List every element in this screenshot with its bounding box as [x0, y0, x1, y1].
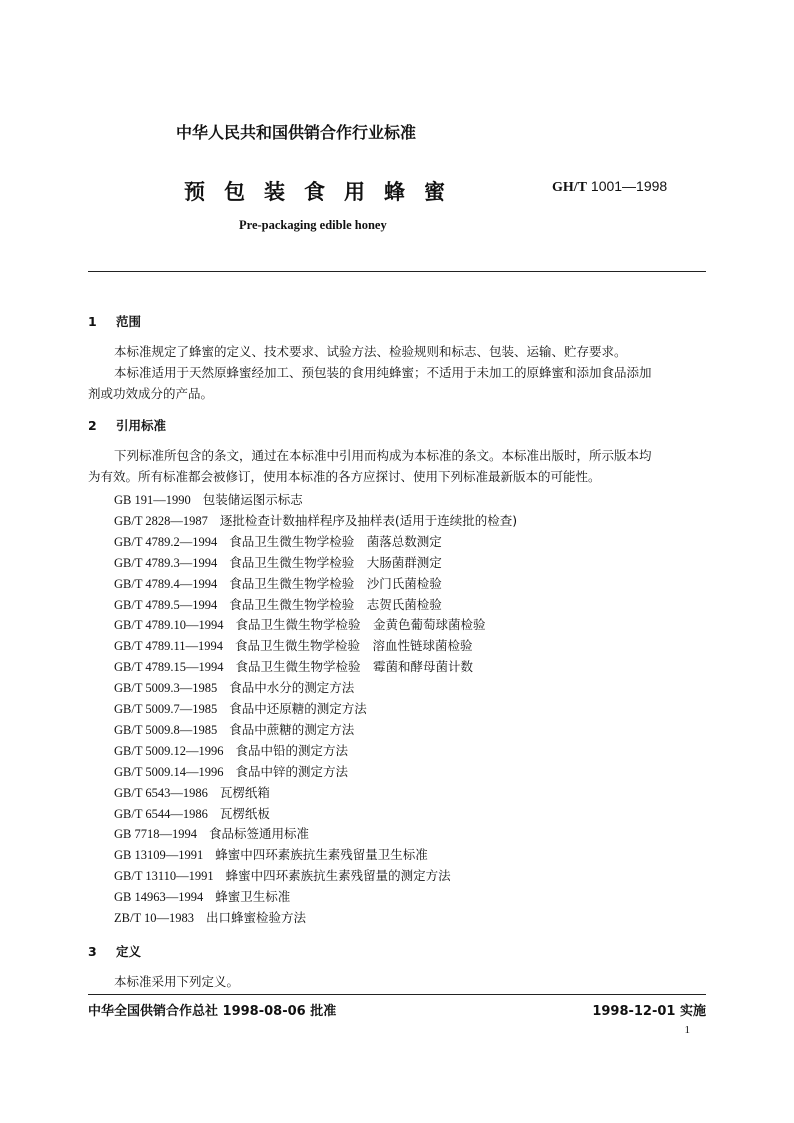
reference-title: 食品中铅的测定方法: [235, 742, 349, 758]
reference-code: GB/T 4789.4—1994: [114, 576, 218, 591]
reference-item: [114, 866, 451, 884]
reference-code: GB/T 4789.10—1994: [114, 618, 224, 633]
reference-item: [114, 595, 442, 613]
reference-item: [114, 720, 354, 738]
reference-item: [114, 574, 442, 592]
definitions-text: 本标准采用下列定义。: [114, 974, 240, 989]
issuing-organization: 中华人民共和国供销合作行业标准: [176, 123, 417, 142]
reference-code: GB/T 5009.14—1996: [114, 764, 224, 779]
reference-title: 食品卫生微生物学检验 沙门氏菌检验: [229, 575, 442, 591]
reference-code: GB 7718—1994: [114, 827, 197, 842]
reference-title: 逐批检查计数抽样程序及抽样表(适用于连续批的检查): [219, 512, 518, 528]
reference-item: [114, 490, 303, 508]
reference-title: 食品中还原糖的测定方法: [229, 701, 367, 716]
header-divider: [88, 271, 706, 272]
section-heading-references: [88, 416, 166, 434]
reference-code: GB/T 2828—1987: [114, 513, 208, 528]
reference-title: 食品标签通用标准: [209, 826, 310, 842]
reference-title: 蜂蜜卫生标准: [215, 889, 291, 905]
scope-paragraph-1: 本标准规定了蜂蜜的定义、技术要求、试验方法、检验规则和标志、包装、运输、贮存要求。: [114, 344, 627, 359]
reference-code: GB 13109—1991: [114, 848, 204, 863]
section-title: 引用标准: [116, 418, 167, 433]
standard-code-number: 1001—1998: [590, 178, 668, 194]
reference-title: 食品中锌的测定方法: [235, 763, 349, 779]
section-heading-definitions: [88, 942, 141, 960]
reference-title: 瓦楞纸箱: [219, 784, 270, 800]
reference-item: [114, 783, 270, 801]
standard-code: [552, 178, 667, 196]
reference-title: 出口蜂蜜检验方法: [205, 910, 306, 925]
section-heading-scope: [88, 312, 141, 330]
reference-title: 食品中蔗糖的测定方法: [229, 721, 355, 737]
reference-code: GB 191—1990: [114, 493, 191, 507]
reference-item: [114, 553, 442, 571]
approval-line: 中华全国供销合作总社 1998-08-06 批准: [88, 1004, 337, 1019]
references-intro-1: 下列标准所包含的条文，通过在本标准中引用而构成为本标准的条文。本标准出版时，所示版本均: [114, 448, 652, 463]
reference-code: GB/T 4789.2—1994: [114, 534, 218, 549]
section-number: 2: [88, 418, 97, 433]
reference-title: 食品卫生微生物学检验 溶血性链球菌检验: [235, 638, 473, 654]
reference-item: [114, 657, 473, 675]
section-title: 范围: [116, 314, 142, 329]
reference-title: 食品卫生微生物学检验 志贺氏菌检验: [229, 596, 442, 612]
reference-title: 食品卫生微生物学检验 菌落总数测定: [229, 533, 442, 549]
reference-title: 蜂蜜中四环素族抗生素残留量卫生标准: [215, 847, 428, 863]
page-number: 1: [684, 1024, 690, 1036]
reference-title: 食品卫生微生物学检验 霉菌和酵母菌计数: [235, 659, 474, 675]
reference-code: GB/T 4789.5—1994: [114, 597, 218, 612]
reference-code: GB/T 6544—1986: [114, 806, 208, 821]
reference-item: [114, 532, 442, 550]
reference-code: GB/T 13110—1991: [114, 869, 214, 884]
reference-title: 瓦楞纸板: [219, 805, 270, 821]
reference-item: [114, 511, 517, 529]
standard-code-prefix: GH/T: [552, 180, 588, 195]
footer-divider: [88, 994, 706, 995]
scope-paragraph-2-continued: 剂或功效成分的产品。: [88, 386, 214, 401]
reference-item: [114, 636, 473, 654]
reference-item: [114, 741, 348, 759]
reference-title: 包装储运图示标志: [202, 492, 303, 507]
reference-code: GB 14963—1994: [114, 890, 204, 905]
reference-code: GB/T 5009.3—1985: [114, 681, 218, 696]
document-title: 预包装食用蜂蜜: [184, 180, 464, 204]
reference-code: GB/T 6543—1986: [114, 785, 208, 800]
reference-item: [114, 887, 290, 905]
reference-item: [114, 845, 428, 863]
reference-code: GB/T 5009.12—1996: [114, 743, 224, 758]
reference-item: [114, 699, 367, 717]
reference-code: GB/T 4789.11—1994: [114, 639, 224, 654]
reference-title: 食品卫生微生物学检验 大肠菌群测定: [229, 554, 442, 570]
reference-title: 食品中水分的测定方法: [229, 680, 355, 696]
reference-item: [114, 762, 348, 780]
english-title: Pre-packaging edible honey: [239, 218, 387, 232]
section-number: 1: [88, 314, 97, 329]
reference-code: GB/T 4789.3—1994: [114, 555, 218, 570]
section-title: 定义: [116, 944, 142, 959]
effective-date: 1998-12-01 实施: [592, 1004, 706, 1019]
reference-item: [114, 804, 270, 822]
reference-code: ZB/T 10—1983: [114, 911, 194, 925]
reference-item: [114, 824, 309, 842]
references-intro-2: 为有效。所有标准都会被修订，使用本标准的各方应探讨、使用下列标准最新版本的可能性。: [88, 469, 601, 484]
reference-code: GB/T 4789.15—1994: [114, 660, 224, 675]
reference-code: GB/T 5009.8—1985: [114, 722, 218, 737]
reference-title: 食品卫生微生物学检验 金黄色葡萄球菌检验: [235, 617, 486, 633]
reference-title: 蜂蜜中四环素族抗生素残留量的测定方法: [225, 868, 451, 884]
reference-item: [114, 678, 354, 696]
scope-paragraph-2: 本标准适用于天然原蜂蜜经加工、预包装的食用纯蜂蜜；不适用于未加工的原蜂蜜和添加食品添加: [114, 365, 652, 380]
section-number: 3: [88, 944, 97, 959]
reference-item: [114, 908, 306, 926]
reference-code: GB/T 5009.7—1985: [114, 702, 218, 716]
reference-item: [114, 615, 486, 633]
